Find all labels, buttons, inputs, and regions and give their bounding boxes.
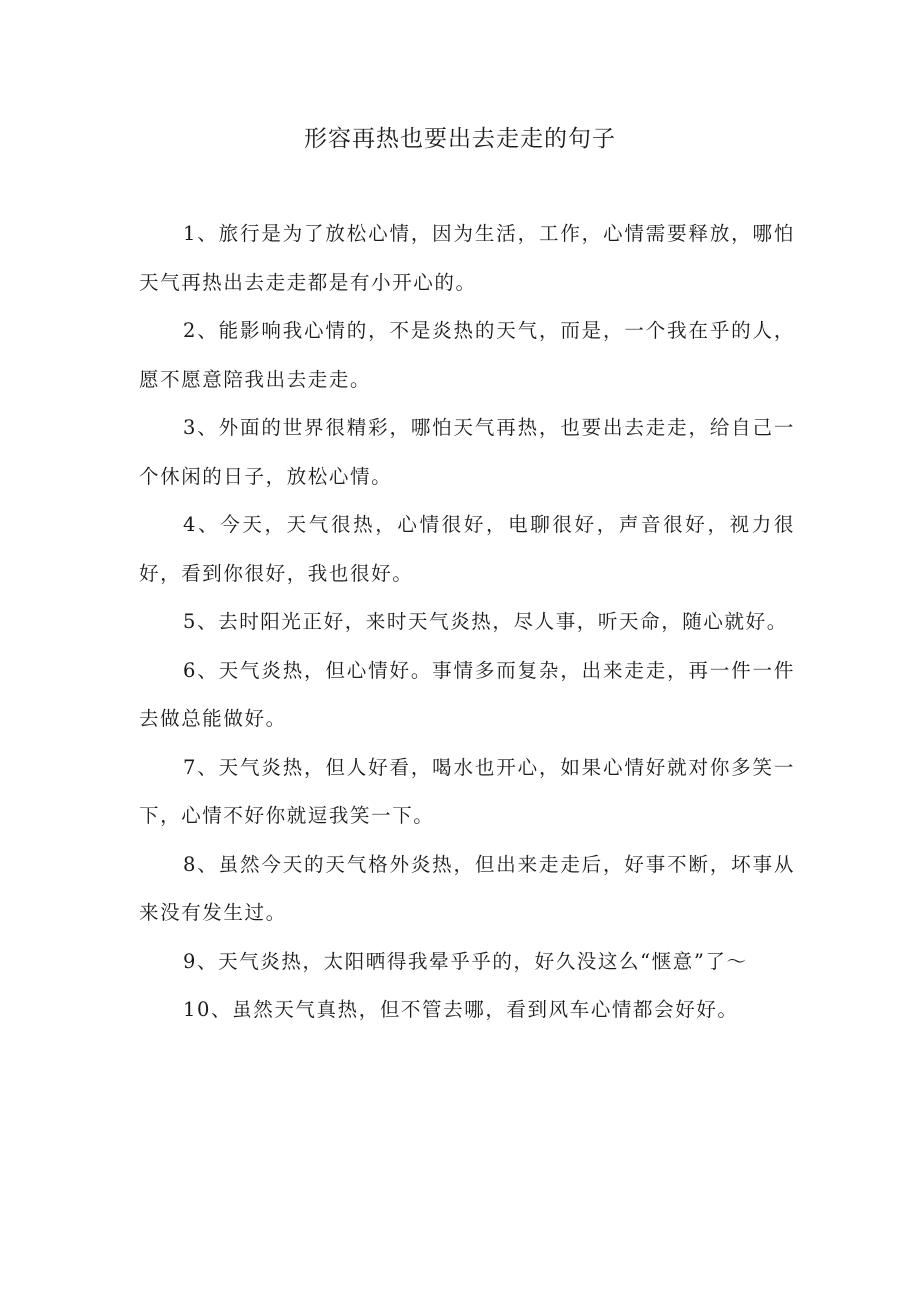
paragraph-5: 5、去时阳光正好，来时天气炎热，尽人事，听天命，随心就好。 [183,610,788,633]
paragraph-3: 3、外面的世界很精彩，哪怕天气再热，也要出去走走，给自己一个休闲的日子，放松心情。 [139,416,795,488]
paragraph-10: 10、虽然天气真热，但不管去哪，看到风车心情都会好好。 [183,998,739,1021]
paragraph-6: 6、天气炎热，但心情好。事情多而复杂，出来走走，再一件一件去做总能做好。 [139,658,795,730]
paragraph-1: 1、旅行是为了放松心情，因为生活，工作，心情需要释放，哪怕天气再热出去走走都是有小开心的。 [139,222,795,294]
paragraph-7: 7、天气炎热，但人好看，喝水也开心，如果心情好就对你多笑一下，心情不好你就逗我笑一下。 [139,755,795,827]
paragraph-8: 8、虽然今天的天气格外炎热，但出来走走后，好事不断，坏事从来没有发生过。 [139,852,795,924]
paragraph-9: 9、天气炎热，太阳晒得我晕乎乎的，好久没这么“惬意”了～ [183,949,748,973]
paragraph-2: 2、能影响我心情的，不是炎热的天气，而是，一个我在乎的人，愿不愿意陪我出去走走。 [139,319,795,391]
document-body [139,210,795,1035]
paragraph-4: 4、今天，天气很热，心情很好，电聊很好，声音很好，视力很好，看到你很好，我也很好。 [139,513,795,585]
document-title: 形容再热也要出去走走的句子 [304,126,616,152]
